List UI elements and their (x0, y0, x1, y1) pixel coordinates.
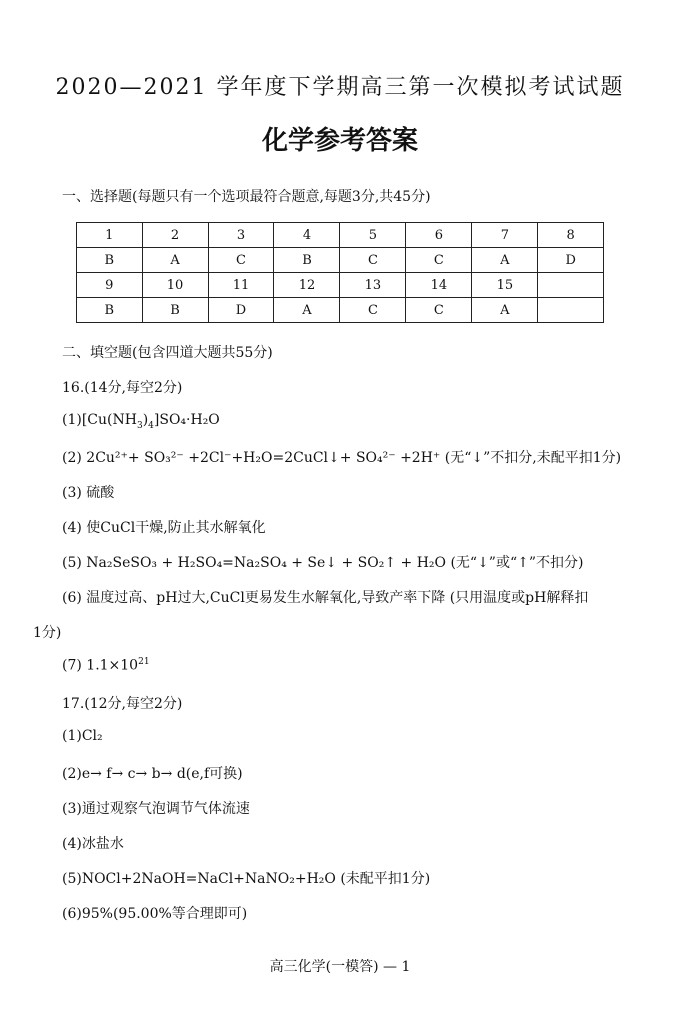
answer-table-cell: C (406, 298, 472, 323)
answer-table-cell: 8 (538, 223, 604, 248)
q16-header: 16.(14分,每空2分) (62, 380, 183, 396)
q16-a7-prefix: (7) 1.1×10 (62, 657, 139, 674)
answer-table-cell: B (77, 248, 143, 273)
answer-table-cell: D (208, 298, 274, 323)
answer-table-cell: 4 (274, 223, 340, 248)
answer-table-cell (538, 273, 604, 298)
answer-table-cell: A (142, 248, 208, 273)
answer-table-cell (538, 298, 604, 323)
q16-answer-2: (2) 2Cu²⁺+ SO₃²⁻ +2Cl⁻+H₂O=2CuCl↓+ SO₄²⁻ +2H⁺ (无“↓”不扣分,未配平扣1分) (62, 450, 622, 466)
q17-answer-4: (4)冰盐水 (62, 836, 124, 852)
answer-table-cell: C (340, 248, 406, 273)
answer-table-cell: 6 (406, 223, 472, 248)
answer-table-cell: 9 (77, 273, 143, 298)
answer-table-row (77, 223, 604, 248)
q16-answer-5: (5) Na₂SeSO₃ + H₂SO₄=Na₂SO₄ + Se↓ + SO₂↑ + H₂O (无“↓”或“↑”不扣分) (62, 555, 584, 571)
answer-table-cell: 15 (472, 273, 538, 298)
q16-answer-6-line1: (6) 温度过高、pH过大,CuCl更易发生水解氧化,导致产率下降 (只用温度或pH解释扣 (62, 590, 589, 606)
q17-answer-6: (6)95%(95.00%等合理即可) (62, 906, 248, 922)
q16-a1-sub2: 4 (148, 420, 154, 431)
q16-a7-sup: 21 (138, 657, 150, 667)
q16-answer-7 (62, 657, 150, 674)
q17-answer-1: (1)Cl₂ (62, 728, 103, 744)
answer-table-cell: B (142, 298, 208, 323)
q16-a1-mid: ) (142, 412, 149, 428)
answer-table-cell: A (472, 298, 538, 323)
q16-answer-4: (4) 使CuCl干燥,防止其水解氧化 (62, 520, 266, 536)
q16-a1-sub1: 3 (136, 420, 143, 431)
answer-table-row (77, 298, 604, 323)
answer-table-cell: 10 (142, 273, 208, 298)
answer-table-cell: B (77, 298, 143, 323)
answer-table (76, 222, 604, 323)
page-footer: 高三化学(一模答) — 1 (269, 959, 411, 975)
answer-table-cell: 14 (406, 273, 472, 298)
q17-answer-5: (5)NOCl+2NaOH=NaCl+NaNO₂+H₂O (未配平扣1分) (62, 871, 431, 887)
answer-table-cell: 2 (142, 223, 208, 248)
answer-table-row (77, 248, 604, 273)
answer-table-cell: A (472, 248, 538, 273)
document-title: 2020—2021 学年度下学期高三第一次模拟考试试题 (55, 75, 625, 100)
q16-answer-6-line2: 1分) (33, 625, 62, 641)
q16-a1-suffix: ]SO₄·H₂O (153, 412, 220, 428)
answer-table-cell: B (274, 248, 340, 273)
answer-table-cell: 12 (274, 273, 340, 298)
q17-header: 17.(12分,每空2分) (62, 696, 183, 712)
answer-table-cell: 1 (77, 223, 143, 248)
section1-title: 一、选择题(每题只有一个选项最符合题意,每题3分,共45分) (62, 189, 431, 205)
document-subtitle: 化学参考答案 (261, 126, 418, 156)
q17-answer-3: (3)通过观察气泡调节气体流速 (62, 801, 250, 817)
section2-title: 二、填空题(包含四道大题共55分) (62, 345, 273, 361)
answer-table-cell: 11 (208, 273, 274, 298)
q17-answer-2: (2)e→ f→ c→ b→ d(e,f可换) (62, 766, 243, 782)
answer-table-cell: 3 (208, 223, 274, 248)
answer-table-cell: A (274, 298, 340, 323)
answer-table-cell: C (208, 248, 274, 273)
answer-table-cell: 5 (340, 223, 406, 248)
answer-table-cell: 13 (340, 273, 406, 298)
answer-table-cell: C (406, 248, 472, 273)
answer-table-cell: C (340, 298, 406, 323)
q16-answer-3: (3) 硫酸 (62, 485, 115, 501)
answer-table-cell: 7 (472, 223, 538, 248)
answer-table-row (77, 273, 604, 298)
q16-a1-prefix: (1)[Cu(NH (62, 412, 137, 428)
answer-table-cell: D (538, 248, 604, 273)
q16-answer-1 (62, 412, 220, 431)
